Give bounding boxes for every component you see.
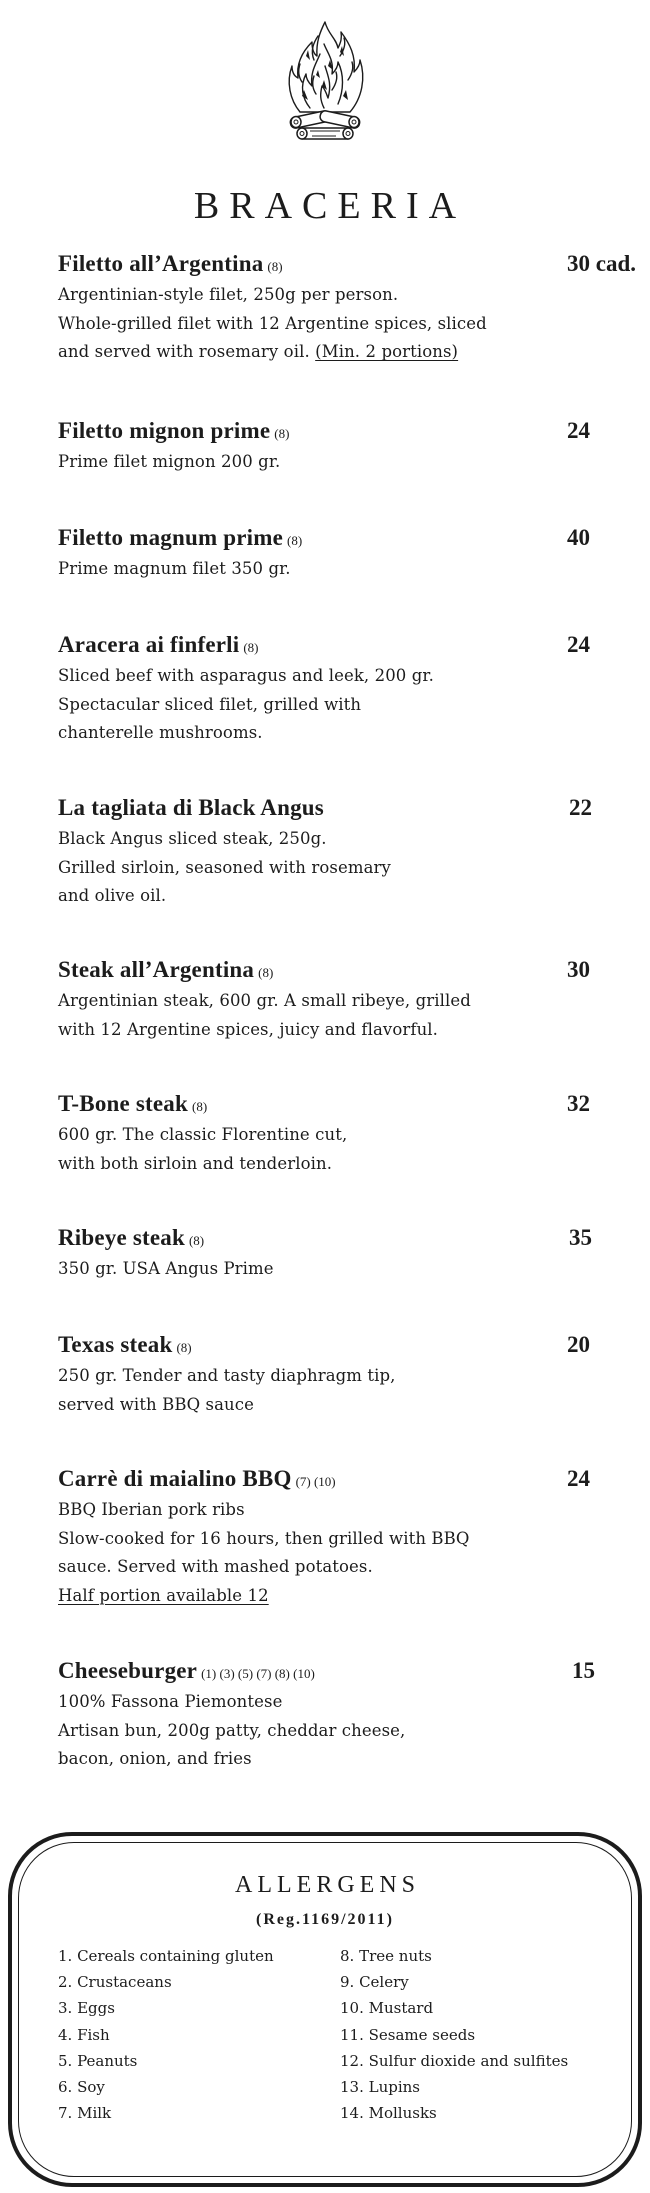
item-description-line: served with BBQ sauce — [58, 1394, 254, 1414]
allergen-entry: 14. Mollusks — [340, 2104, 437, 2123]
menu-item — [58, 414, 648, 477]
allergen-entry: 7. Milk — [58, 2104, 112, 2123]
item-description-line: Whole-grilled filet with 12 Argentine spices, sliced — [58, 313, 487, 333]
item-header — [58, 414, 648, 448]
menu-item — [58, 628, 648, 748]
allergen-entry: 2. Crustaceans — [58, 1973, 172, 1992]
allergen-entry: 10. Mustard — [340, 1999, 434, 2018]
item-description-line: Argentinian-style filet, 250g per person. — [58, 285, 399, 304]
allergens-list-left — [58, 1943, 274, 2126]
item-description-line: Argentinian steak, 600 gr. A small ribeye, grilled — [58, 991, 471, 1010]
item-header — [58, 1654, 648, 1688]
allergen-entry: 5. Peanuts — [58, 2051, 138, 2070]
item-name: Texas steak — [58, 1332, 173, 1357]
item-description-line: and olive oil. — [58, 886, 167, 905]
item-header — [58, 1087, 648, 1121]
item-header — [58, 1462, 648, 1496]
item-description-line: BBQ Iberian pork ribs — [58, 1500, 245, 1519]
allergen-entry: 9. Celery — [340, 1973, 409, 1992]
item-description-line: with both sirloin and tenderloin. — [58, 1153, 333, 1173]
item-name: La tagliata di Black Angus — [58, 795, 324, 820]
item-description-line: with 12 Argentine spices, juicy and flavorful. — [58, 1019, 439, 1039]
item-allergen-codes: (8) — [243, 640, 259, 655]
item-price: 35 — [569, 1225, 592, 1250]
item-name: Ribeye steak — [58, 1225, 185, 1250]
item-header — [58, 628, 648, 662]
item-description-text: and served with rosemary oil. — [58, 342, 310, 361]
item-name: Filetto mignon prime — [58, 418, 271, 443]
item-price: 20 — [567, 1332, 590, 1357]
allergen-entry: 11. Sesame seeds — [340, 2025, 476, 2044]
campfire-icon — [284, 20, 366, 148]
item-description-line: chanterelle mushrooms. — [58, 723, 263, 742]
item-description-line: Artisan bun, 200g patty, cheddar cheese, — [58, 1720, 406, 1740]
item-description-line: Sliced beef with asparagus and leek, 200 gr. — [58, 666, 434, 685]
item-price: 24 — [567, 1466, 590, 1491]
menu-item — [58, 521, 648, 584]
allergen-entry: 4. Fish — [58, 2025, 110, 2044]
menu-item — [58, 1328, 648, 1419]
item-name: Filetto all’Argentina — [58, 251, 264, 276]
item-description-line: Spectacular sliced filet, grilled with — [58, 694, 362, 714]
allergen-entry: 3. Eggs — [58, 1999, 115, 2018]
item-price: 15 — [572, 1658, 595, 1683]
menu-item — [58, 247, 648, 367]
item-description-line: Grilled sirloin, seasoned with rosemary — [58, 857, 391, 877]
item-description-line: 600 gr. The classic Florentine cut, — [58, 1125, 348, 1144]
item-allergen-codes: (8) — [267, 259, 283, 274]
item-half-portion-note — [58, 1582, 648, 1611]
allergen-entry: 13. Lupins — [340, 2078, 421, 2097]
item-price: 22 — [569, 795, 592, 820]
item-header — [58, 521, 648, 555]
item-description-line: 250 gr. Tender and tasty diaphragm tip, — [58, 1366, 396, 1385]
item-minimum-note: (Min. 2 portions) — [315, 342, 459, 361]
menu-item — [58, 1087, 648, 1178]
menu-item — [58, 791, 648, 911]
item-name: T-Bone steak — [58, 1091, 188, 1116]
menu-item — [58, 1221, 648, 1284]
menu-item — [58, 953, 648, 1044]
item-allergen-codes: (8) — [192, 1099, 208, 1114]
item-allergen-codes: (8) — [274, 426, 290, 441]
item-description-line: Black Angus sliced steak, 250g. — [58, 829, 327, 848]
item-allergen-codes: (8) — [188, 1233, 205, 1248]
menu-item — [58, 1654, 648, 1774]
item-allergen-codes: (8) — [176, 1340, 192, 1355]
item-description-line: Prime magnum filet 350 gr. — [58, 559, 291, 578]
item-description-line: Slow-cooked for 16 hours, then grilled with BBQ — [58, 1528, 470, 1548]
section-title: BRACERIA — [193, 185, 467, 227]
item-allergen-codes: (1) (3) (5) (7) (8) (10) — [201, 1666, 315, 1681]
item-price: 24 — [567, 632, 590, 657]
allergen-entry: 12. Sulfur dioxide and sulfites — [340, 2051, 569, 2070]
item-name: Carrè di maialino BBQ — [58, 1466, 292, 1491]
item-name: Steak all’Argentina — [58, 957, 255, 982]
item-description-line: sauce. Served with mashed potatoes. — [58, 1557, 373, 1576]
item-header — [58, 791, 648, 825]
allergens-title: ALLERGENS — [235, 1872, 420, 1898]
allergen-entry: 6. Soy — [58, 2078, 105, 2097]
item-description-line: 100% Fassona Piemontese — [58, 1692, 283, 1711]
item-header — [58, 953, 648, 987]
item-price: 30 — [567, 957, 590, 982]
allergen-entry: 1. Cereals containing gluten — [58, 1947, 274, 1965]
item-price: 40 — [567, 525, 590, 550]
item-name: Filetto magnum prime — [58, 525, 284, 550]
item-name: Aracera ai finferli — [58, 632, 240, 657]
half-portion-text: Half portion available 12 — [58, 1585, 269, 1605]
item-price: 24 — [567, 418, 590, 443]
item-header — [58, 247, 648, 281]
item-description-line: Prime filet mignon 200 gr. — [58, 452, 281, 471]
item-description-line — [58, 338, 648, 367]
item-header — [58, 1328, 648, 1362]
allergen-entry: 8. Tree nuts — [340, 1947, 432, 1965]
allergens-regulation: (Reg.1169/2011) — [256, 1911, 394, 1928]
item-allergen-codes: (7) (10) — [295, 1474, 336, 1489]
allergens-list-right — [340, 1943, 568, 2126]
item-allergen-codes: (8) — [287, 533, 303, 548]
menu-item — [58, 1462, 648, 1610]
item-price: 30 cad. — [567, 251, 636, 276]
item-header — [58, 1221, 648, 1255]
item-price: 32 — [567, 1091, 590, 1116]
item-name: Cheeseburger — [58, 1658, 198, 1683]
item-allergen-codes: (8) — [258, 965, 274, 980]
item-description-line: 350 gr. USA Angus Prime — [58, 1259, 274, 1278]
item-description-line: bacon, onion, and fries — [58, 1749, 252, 1768]
